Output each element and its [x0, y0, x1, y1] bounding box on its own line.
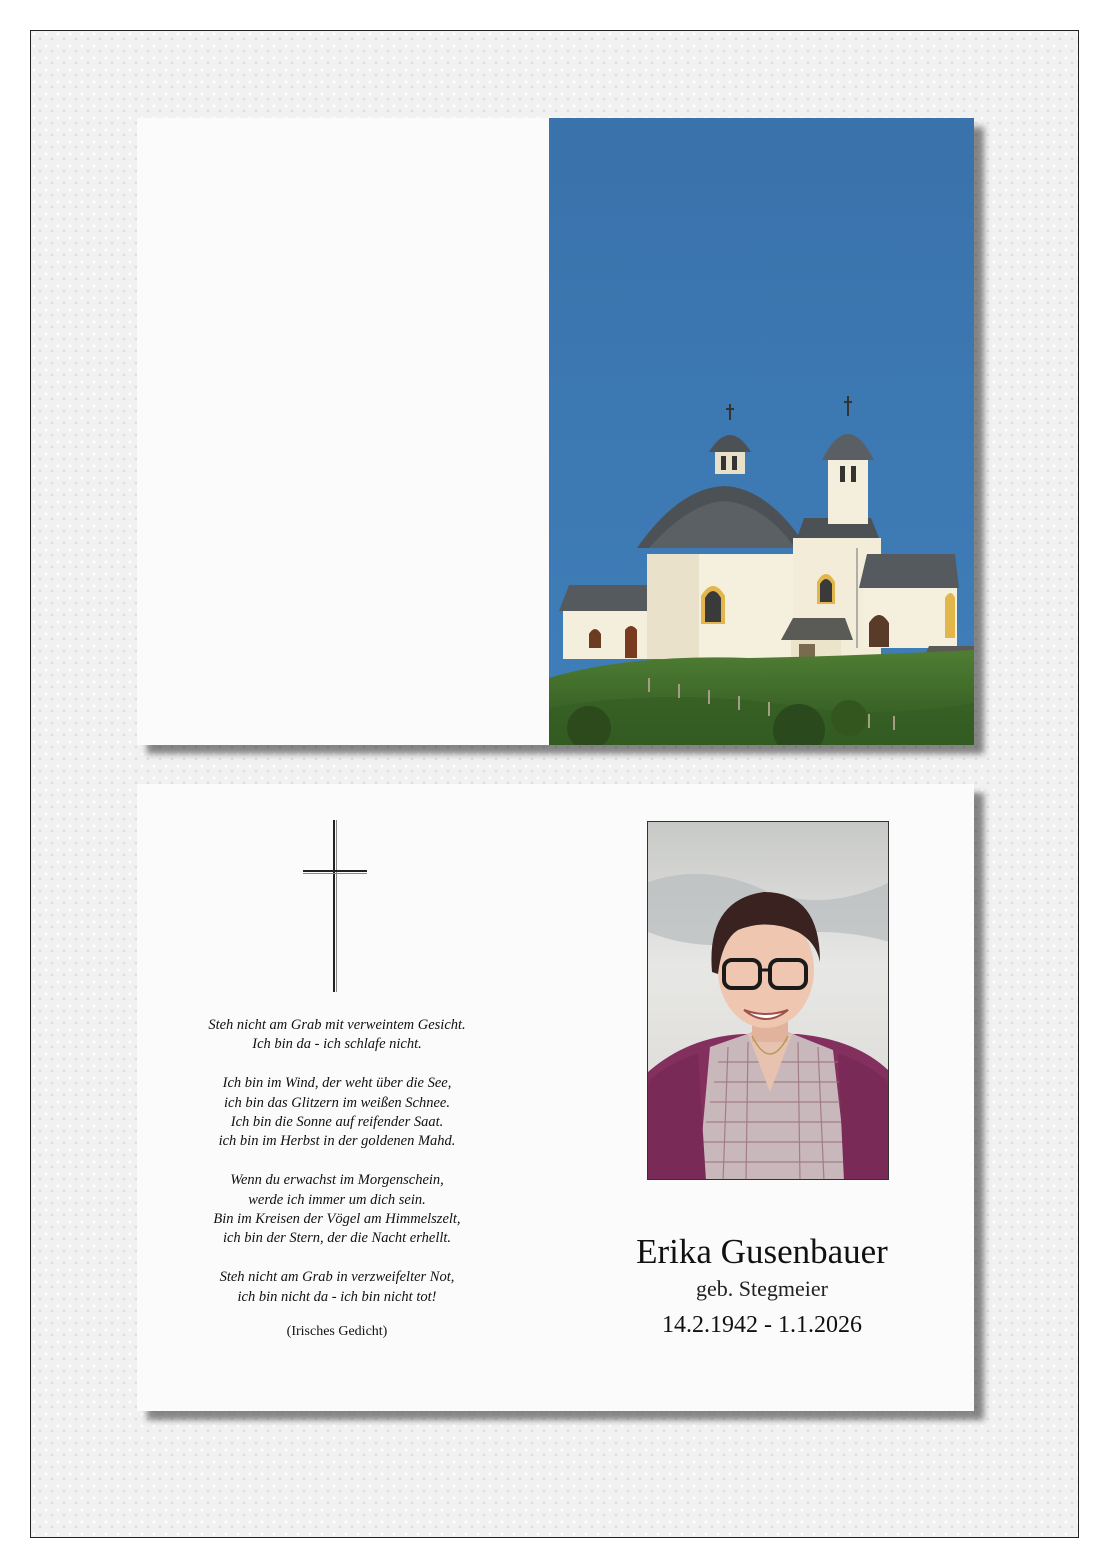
portrait-photo — [647, 821, 889, 1180]
poem-line: ich bin nicht da - ich bin nicht tot! — [237, 1288, 437, 1305]
card-front — [137, 118, 974, 745]
memorial-sheet — [30, 30, 1079, 1538]
card-inside — [137, 784, 974, 1411]
poem-line: Wenn du erwachst im Morgenschein, — [230, 1172, 444, 1189]
poem-line: Ich bin die Sonne auf reifender Saat. — [230, 1114, 444, 1131]
cross-icon — [303, 820, 367, 992]
poem — [147, 1016, 527, 1326]
poem-line: Ich bin im Wind, der weht über die See, — [222, 1075, 452, 1092]
deceased-name: Erika Gusenbauer — [636, 1232, 888, 1271]
poem-stanza — [147, 1171, 527, 1249]
poem-line: ich bin im Herbst in der goldenen Mahd. — [218, 1133, 456, 1150]
poem-line: ich bin das Glitzern im weißen Schnee. — [224, 1094, 450, 1111]
poem-line: Steh nicht am Grab in verzweifelter Not, — [219, 1269, 455, 1286]
poem-stanza — [147, 1074, 527, 1152]
poem-stanza — [147, 1268, 527, 1307]
poem-line: Bin im Kreisen der Vögel am Himmelszelt, — [213, 1211, 461, 1228]
poem-line: ich bin der Stern, der die Nacht erhellt. — [222, 1230, 452, 1247]
poem-line: werde ich immer um dich sein. — [248, 1191, 426, 1208]
maiden-name: geb. Stegmeier — [696, 1276, 828, 1301]
poem-source: (Irisches Gedicht) — [286, 1324, 388, 1339]
poem-stanza — [147, 1016, 527, 1055]
chapel-photo — [549, 118, 974, 745]
poem-line: Ich bin da - ich schlafe nicht. — [252, 1036, 422, 1053]
poem-line: Steh nicht am Grab mit verweintem Gesicht. — [208, 1017, 466, 1033]
life-dates: 14.2.1942 - 1.1.2026 — [662, 1312, 862, 1338]
